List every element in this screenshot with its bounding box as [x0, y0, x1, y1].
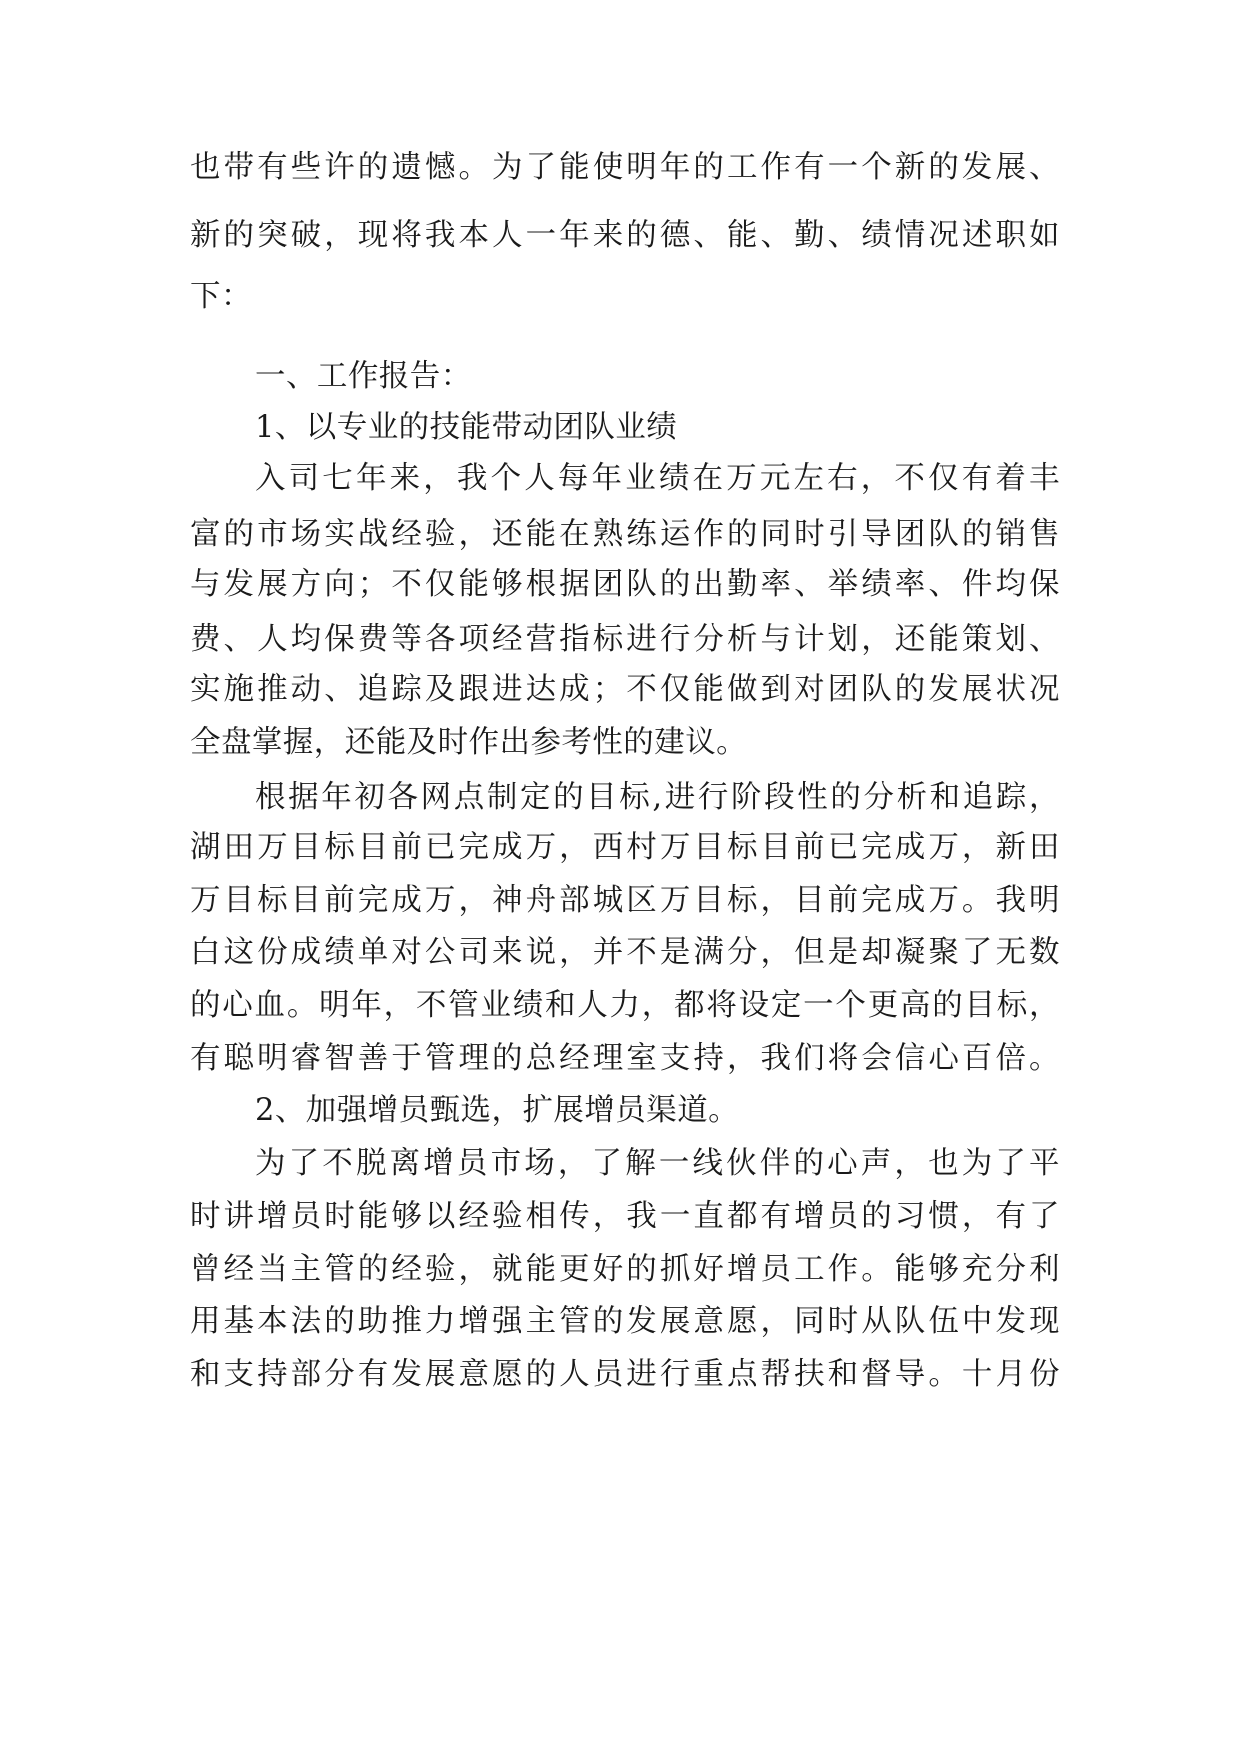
body-text-line: 为了不脱离增员市场，了解一线伙伴的心声，也为了平 [255, 1146, 1060, 1181]
subsection-heading: 2、加强增员甄选，扩展增员渠道。 [255, 1093, 740, 1128]
body-text-line: 新的突破，现将我本人一年来的德、能、勤、绩情况述职如 [190, 218, 1060, 253]
body-text-line: 湖田万目标目前已完成万，西村万目标目前已完成万，新田 [190, 830, 1060, 865]
body-text-line: 也带有些许的遗憾。为了能使明年的工作有一个新的发展、 [190, 150, 1060, 185]
body-text-line: 实施推动、追踪及跟进达成；不仅能做到对团队的发展状况 [190, 672, 1060, 707]
body-text-line: 的心血。明年，不管业绩和人力，都将设定一个更高的目标， [190, 988, 1060, 1023]
body-text-line: 与发展方向；不仅能够根据团队的出勤率、举绩率、件均保 [190, 567, 1060, 602]
body-text-line: 费、人均保费等各项经营指标进行分析与计划，还能策划、 [190, 622, 1060, 657]
section-heading: 一、工作报告： [255, 359, 472, 394]
body-text-line: 用基本法的助推力增强主管的发展意愿，同时从队伍中发现 [190, 1304, 1060, 1339]
body-text-line: 和支持部分有发展意愿的人员进行重点帮扶和督导。十月份 [190, 1357, 1060, 1392]
body-text-line: 下： [190, 279, 252, 314]
body-text-line: 富的市场实战经验，还能在熟练运作的同时引导团队的销售 [190, 517, 1060, 552]
body-text-line: 全盘掌握，还能及时作出参考性的建议。 [190, 725, 748, 760]
body-text-line: 时讲增员时能够以经验相传，我一直都有增员的习惯，有了 [190, 1199, 1060, 1234]
body-text-line: 入司七年来，我个人每年业绩在万元左右，不仅有着丰 [255, 461, 1060, 496]
body-text-line: 有聪明睿智善于管理的总经理室支持，我们将会信心百倍。 [190, 1041, 1060, 1076]
subsection-heading: 1、以专业的技能带动团队业绩 [255, 410, 678, 445]
body-text-line: 曾经当主管的经验，就能更好的抓好增员工作。能够充分利 [190, 1252, 1060, 1287]
body-text-line: 根据年初各网点制定的目标,进行阶段性的分析和追踪， [255, 780, 1060, 815]
body-text-line: 白这份成绩单对公司来说，并不是满分，但是却凝聚了无数 [190, 935, 1060, 970]
body-text-line: 万目标目前完成万，神舟部城区万目标，目前完成万。我明 [190, 883, 1060, 918]
